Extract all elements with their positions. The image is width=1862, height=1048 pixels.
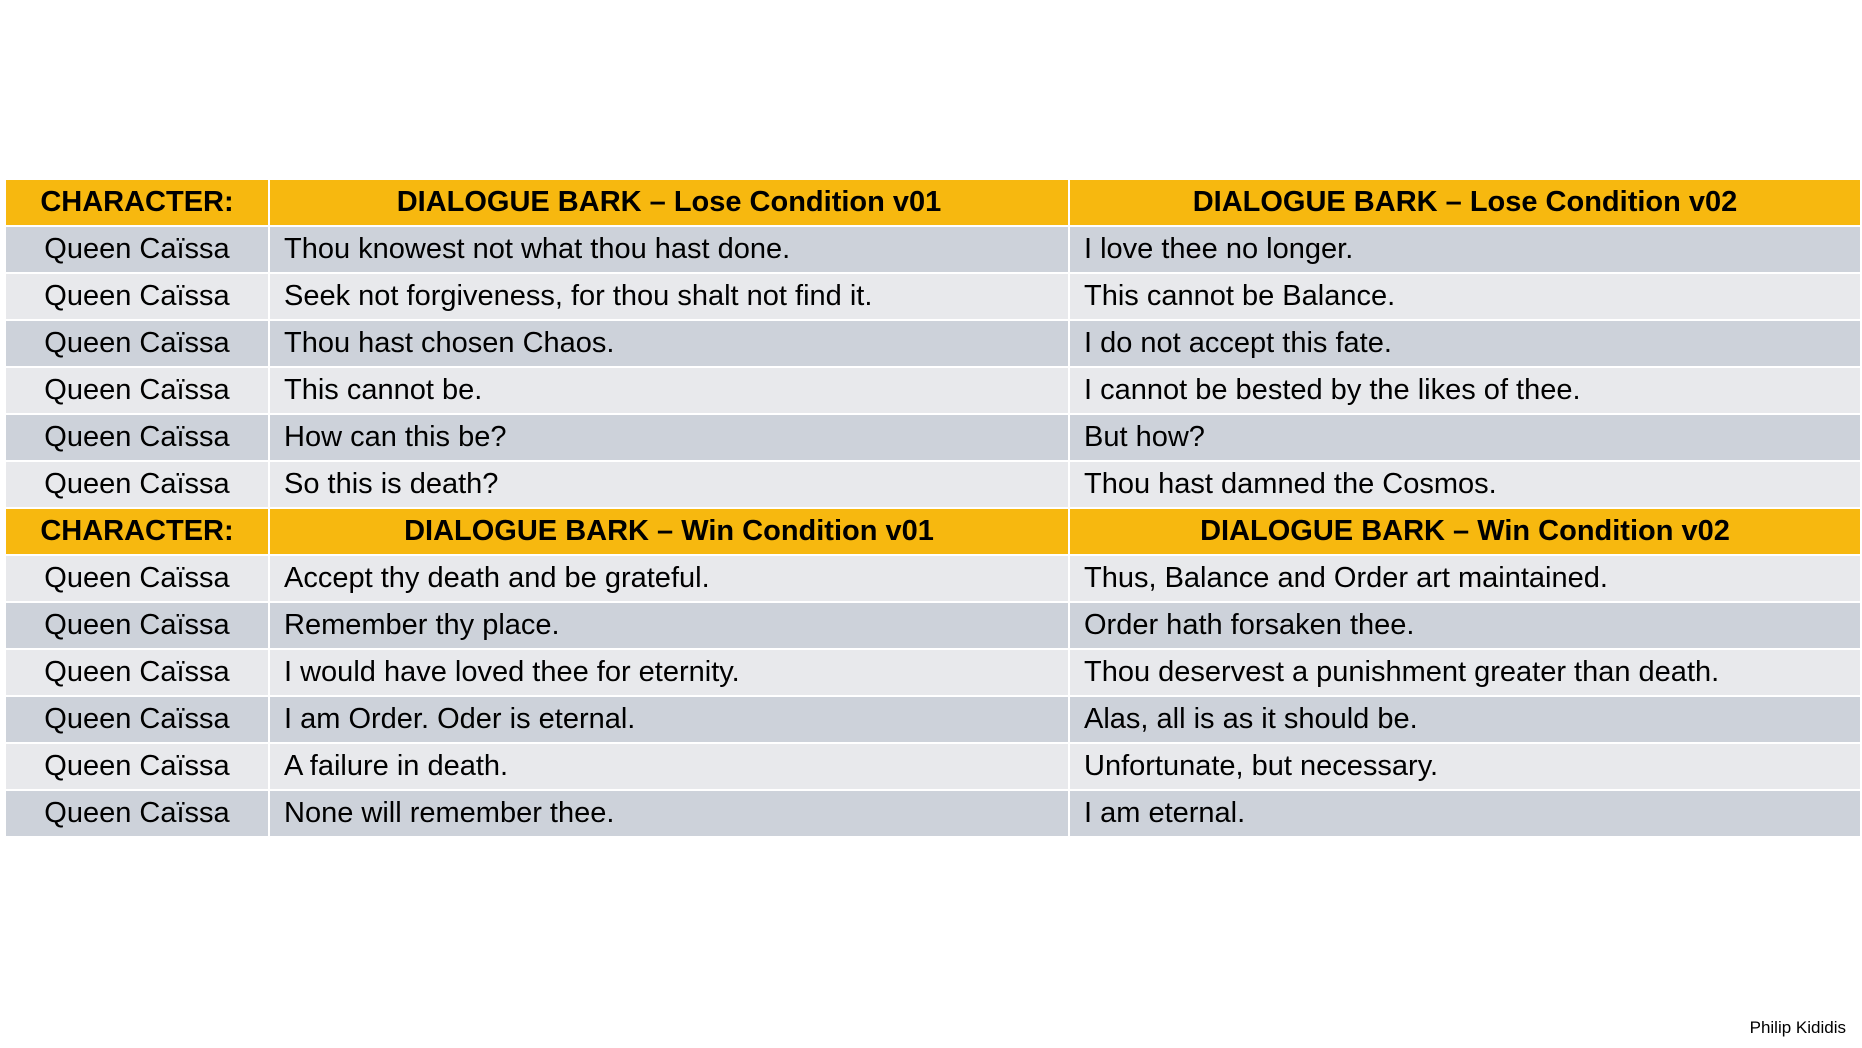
- character-cell: Queen Caïssa: [5, 367, 269, 414]
- table-row: [5, 320, 1861, 367]
- table-row: [5, 790, 1861, 837]
- table-row: [5, 226, 1861, 273]
- v02-line-cell: Unfortunate, but necessary.: [1069, 743, 1861, 790]
- lose-header-character: CHARACTER:: [5, 179, 269, 226]
- character-cell: Queen Caïssa: [5, 696, 269, 743]
- v01-line-cell: This cannot be.: [269, 367, 1069, 414]
- win-header-character: CHARACTER:: [5, 508, 269, 555]
- v01-line-cell: None will remember thee.: [269, 790, 1069, 837]
- v02-line-cell: Thou deservest a punishment greater than death.: [1069, 649, 1861, 696]
- table-row: [5, 273, 1861, 320]
- character-cell: Queen Caïssa: [5, 273, 269, 320]
- character-cell: Queen Caïssa: [5, 743, 269, 790]
- character-cell: Queen Caïssa: [5, 461, 269, 508]
- v02-line-cell: I love thee no longer.: [1069, 226, 1861, 273]
- character-cell: Queen Caïssa: [5, 414, 269, 461]
- v02-line-cell: But how?: [1069, 414, 1861, 461]
- v02-line-cell: Thou hast damned the Cosmos.: [1069, 461, 1861, 508]
- author-credit: Philip Kididis: [1749, 1018, 1846, 1037]
- v01-line-cell: Thou hast chosen Chaos.: [269, 320, 1069, 367]
- table-row: [5, 367, 1861, 414]
- v02-line-cell: I do not accept this fate.: [1069, 320, 1861, 367]
- character-cell: Queen Caïssa: [5, 790, 269, 837]
- table-row: [5, 461, 1861, 508]
- v01-line-cell: Seek not forgiveness, for thou shalt not find it.: [269, 273, 1069, 320]
- v01-line-cell: Thou knowest not what thou hast done.: [269, 226, 1069, 273]
- character-cell: Queen Caïssa: [5, 555, 269, 602]
- v01-line-cell: Remember thy place.: [269, 602, 1069, 649]
- table-row: [5, 602, 1861, 649]
- win-header-v01: DIALOGUE BARK – Win Condition v01: [269, 508, 1069, 555]
- lose-header-v01: DIALOGUE BARK – Lose Condition v01: [269, 179, 1069, 226]
- lose-header-v02: DIALOGUE BARK – Lose Condition v02: [1069, 179, 1861, 226]
- v02-line-cell: I cannot be bested by the likes of thee.: [1069, 367, 1861, 414]
- v01-line-cell: So this is death?: [269, 461, 1069, 508]
- table-row: [5, 696, 1861, 743]
- character-cell: Queen Caïssa: [5, 320, 269, 367]
- character-cell: Queen Caïssa: [5, 602, 269, 649]
- table-row: [5, 555, 1861, 602]
- dialogue-bark-table: [4, 178, 1862, 838]
- win-header-v02: DIALOGUE BARK – Win Condition v02: [1069, 508, 1861, 555]
- v02-line-cell: This cannot be Balance.: [1069, 273, 1861, 320]
- win-header-row: [5, 508, 1861, 555]
- v02-line-cell: I am eternal.: [1069, 790, 1861, 837]
- character-cell: Queen Caïssa: [5, 226, 269, 273]
- table-row: [5, 649, 1861, 696]
- character-cell: Queen Caïssa: [5, 649, 269, 696]
- v02-line-cell: Order hath forsaken thee.: [1069, 602, 1861, 649]
- v02-line-cell: Thus, Balance and Order art maintained.: [1069, 555, 1861, 602]
- v02-line-cell: Alas, all is as it should be.: [1069, 696, 1861, 743]
- v01-line-cell: A failure in death.: [269, 743, 1069, 790]
- v01-line-cell: How can this be?: [269, 414, 1069, 461]
- v01-line-cell: I would have loved thee for eternity.: [269, 649, 1069, 696]
- table-row: [5, 743, 1861, 790]
- table-row: [5, 414, 1861, 461]
- v01-line-cell: I am Order. Oder is eternal.: [269, 696, 1069, 743]
- lose-header-row: [5, 179, 1861, 226]
- v01-line-cell: Accept thy death and be grateful.: [269, 555, 1069, 602]
